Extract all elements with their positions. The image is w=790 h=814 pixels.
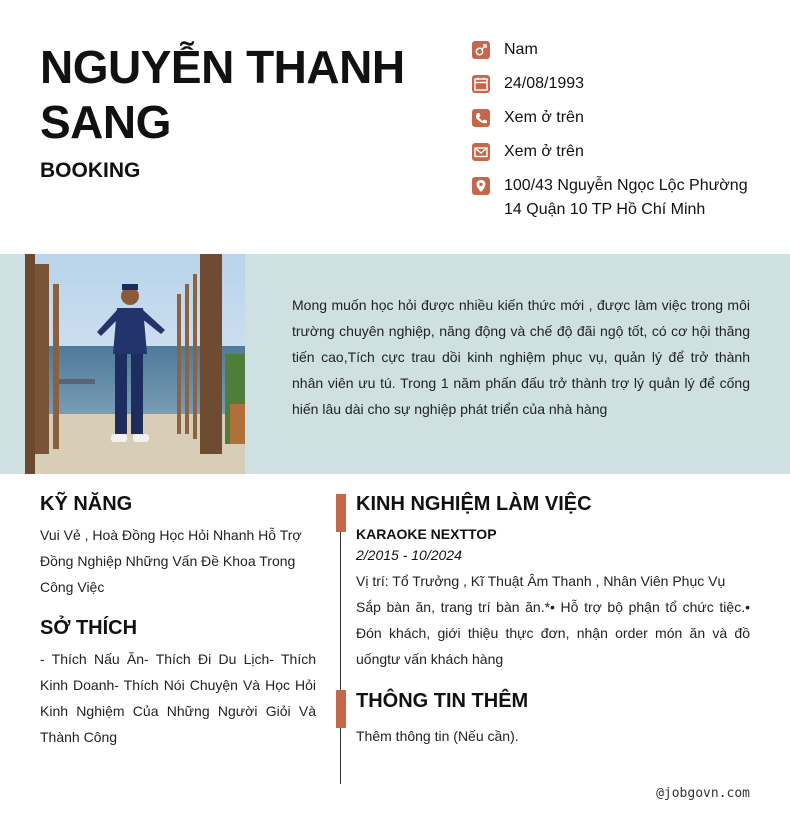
contact-email xyxy=(472,142,762,164)
additional-accent-bar xyxy=(336,690,346,728)
birthday-text: 24/08/1993 xyxy=(504,75,585,92)
profile-photo xyxy=(25,254,245,474)
job-position: BOOKING xyxy=(40,159,141,182)
experience-accent-bar xyxy=(336,494,346,532)
candidate-name: NGUYỄN THANH SANG xyxy=(40,41,405,148)
experience-description: Sắp bàn ăn, trang trí bàn ăn.*• Hỗ trợ bộ phận tổ chức tiệc.• Đón khách, giới thiệu thực đơn, nhận order món ăn và đồ uốngtư vấn khách hàng xyxy=(356,599,750,667)
phone-text: Xem ở trên xyxy=(504,109,584,126)
career-objective: Mong muốn học hỏi được nhiều kiến thức mới , được làm việc trong môi trường chuyên nghiệp, năng động và chế độ đãi ngộ tốt, có cơ hội thăng tiến cao,Tích cực trau dồi kinh nghiệm phục vụ, quản lý để trở thành nhân viên ưu tú. Trong 1 năm phấn đấu trở thành trợ lý quản lý để cống hiến lâu dài cho sự nghiệp phát triển của nhà hàng xyxy=(292,297,750,417)
experience-section xyxy=(356,490,750,672)
column-divider xyxy=(340,494,341,784)
location-pin-icon xyxy=(472,177,490,195)
watermark: @jobgovn.com xyxy=(656,786,750,801)
additional-section xyxy=(356,687,750,749)
contact-gender xyxy=(472,40,762,62)
email-text: Xem ở trên xyxy=(504,143,584,160)
email-icon xyxy=(472,143,490,161)
hobbies-title: SỞ THÍCH xyxy=(40,617,138,639)
left-column xyxy=(40,490,316,750)
contact-info xyxy=(472,40,762,234)
experience-title: KINH NGHIỆM LÀM VIỆC xyxy=(356,493,592,515)
skills-text: Vui Vẻ , Hoà Đồng Học Hỏi Nhanh Hỗ Trợ Đồng Nghiệp Những Vấn Đề Khoa Trong Công Việc xyxy=(40,527,302,595)
skills-title: KỸ NĂNG xyxy=(40,493,133,515)
phone-icon xyxy=(472,109,490,127)
gender-icon xyxy=(472,41,490,59)
experience-role: Vị trí: Tổ Trưởng , Kĩ Thuật Âm Thanh , Nhân Viên Phục Vụ xyxy=(356,573,726,589)
address-text: 100/43 Nguyễn Ngọc Lộc Phường 14 Quận 10 TP Hồ Chí Minh xyxy=(504,177,748,218)
contact-address xyxy=(472,176,762,222)
calendar-icon xyxy=(472,75,490,93)
experience-period: 2/2015 - 10/2024 xyxy=(356,547,462,563)
contact-phone xyxy=(472,108,762,130)
hobbies-text: - Thích Nấu Ăn- Thích Đi Du Lịch- Thích Kinh Doanh- Thích Nói Chuyện Và Học Hỏi Kinh Nghiệm Của Những Người Giỏi Và Thành Công xyxy=(40,651,316,745)
gender-text: Nam xyxy=(504,41,538,58)
contact-birthday xyxy=(472,74,762,96)
additional-text: Thêm thông tin (Nếu cần). xyxy=(356,728,519,744)
experience-company: KARAOKE NEXTTOP xyxy=(356,526,497,542)
additional-title: THÔNG TIN THÊM xyxy=(356,690,529,712)
